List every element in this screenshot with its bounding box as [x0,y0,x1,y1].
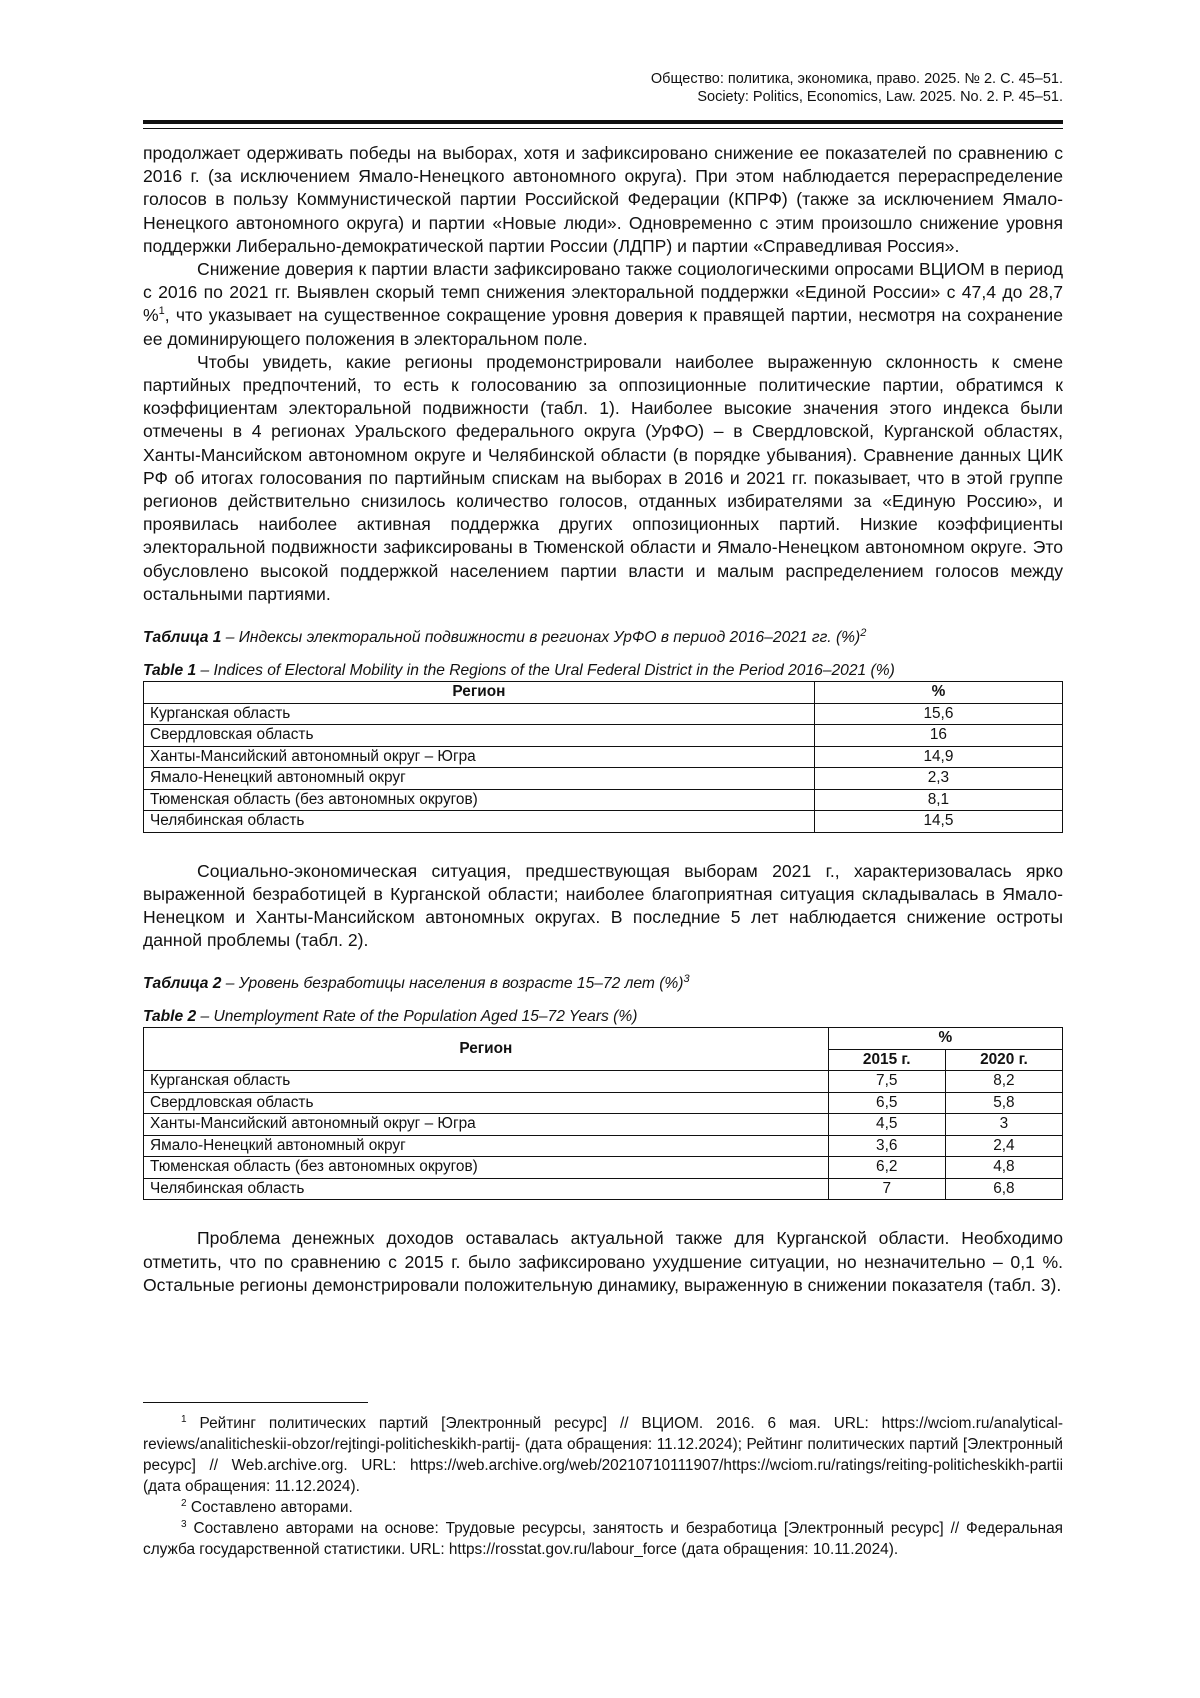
table-cell-2020: 6,8 [945,1178,1062,1200]
table1-title-ru: – Индексы электоральной подвижности в регионах УрФО в период 2016–2021 гг. (%) [221,629,861,647]
table2-col-2015: 2015 г. [828,1049,945,1071]
table1-label-en: Table 1 [143,662,197,680]
table1-col-region: Регион [144,682,815,704]
running-header [143,70,1063,106]
table2-caption-ru [143,974,1063,994]
table-cell-2015: 6,5 [828,1092,945,1114]
header-line-ru: Общество: политика, экономика, право. 2025. № 2. С. 45–51. [650,71,1063,87]
table-cell-region: Курганская область [144,703,815,725]
table-cell-region: Тюменская область (без автономных округов) [144,1157,829,1179]
table2-col-group: % [828,1028,1062,1050]
header-rule [143,120,1063,124]
table-row [144,1092,1063,1114]
paragraph-3: Чтобы увидеть, какие регионы продемонстрировали наиболее выраженную склонность к смене партийных предпочтений, то есть к голосованию за оппозиционные политические партии, обратимся к коэффициентам электоральной подвижности (табл. 1). Наиболее высокие значения этого индекса были отмечены в 4 регионах Уральского федерального округа (УрФО) – в Свердловской, Курганской областях, Ханты-Мансийском автономном округе и Челябинской области (в порядке убывания). Сравнение данных ЦИК РФ об итогах голосования по партийным спискам на выборах в 2016 и 2021 гг. показывает, что в этой группе регионов действительно снизилось количество голосов, отданных избирателями за «Единую Россию», и проявилась наиболее активная поддержка других оппозиционных партий. Низкие коэффициенты электоральной подвижности зафиксированы в Тюменской области и Ямало-Ненецком автономном округе. Это обусловлено высокой поддержкой населением партии власти и малым распределением голосов между остальными партиями. [143,351,1063,604]
table-row [144,768,1063,790]
table-cell-2020: 4,8 [945,1157,1062,1179]
table1-caption-en [143,661,1063,681]
table-row [144,1178,1063,1200]
table-cell-region: Свердловская область [144,725,815,747]
table2-title-en: – Unemployment Rate of the Population Aged 15–72 Years (%) [196,1008,638,1026]
table-row [144,703,1063,725]
table-cell-2015: 4,5 [828,1114,945,1136]
table2-col-region: Регион [144,1028,829,1071]
table-cell-region: Тюменская область (без автономных округов) [144,789,815,811]
table-cell-region: Ямало-Ненецкий автономный округ [144,1135,829,1157]
table-cell-region: Челябинская область [144,811,815,833]
table-cell-2020: 2,4 [945,1135,1062,1157]
header-line-en: Society: Politics, Economics, Law. 2025. No. 2. P. 45–51. [697,89,1063,105]
table-cell-2020: 8,2 [945,1071,1062,1093]
table2-title-ru: – Уровень безработицы населения в возрасте 15–72 лет (%) [221,975,684,993]
table-2 [143,1027,1063,1200]
table1-label-ru: Таблица 1 [143,629,222,647]
footnote-2-number: 2 [181,1497,187,1509]
paragraph-5: Проблема денежных доходов оставалась актуальной также для Курганской области. Необходимо отметить, что по сравнению с 2015 г. было зафиксировано ухудшение ситуации, но незначительно – 0,1 %. Остальные регионы демонстрировали положительную динамику, выраженную в снижении показателя (табл. 3). [143,1228,1063,1295]
footnote-1 [143,1413,1063,1497]
paragraph-1: продолжает одерживать победы на выборах, хотя и зафиксировано снижение ее показателей по сравнению с 2016 г. (за исключением Ямало-Ненецкого автономного округа). При этом наблюдается перераспределение голосов в пользу Коммунистической партии Российской Федерации (КПРФ) (также за исключением Ямало-Ненецкого автономного округа) и партии «Новые люди». Одновременно с этим произошло снижение уровня поддержки Либерально-демократической партии России (ЛДПР) и партии «Справедливая Россия». [143,143,1063,256]
footnote-3 [143,1518,1063,1560]
table-cell-value: 2,3 [814,768,1062,790]
footnotes [143,1413,1063,1560]
table-cell-2015: 6,2 [828,1157,945,1179]
footnote-separator [143,1402,368,1403]
footnote-ref-2[interactable]: 2 [860,626,867,639]
table-cell-value: 16 [814,725,1062,747]
table2-col-2020: 2020 г. [945,1049,1062,1071]
table2-header-row [144,1028,1063,1050]
paragraph-4: Социально-экономическая ситуация, предшествующая выборам 2021 г., характеризовалась ярко выраженной безработицей в Курганской области; наиболее благоприятная ситуация складывалась в Ямало-Ненецком и Ханты-Мансийском автономных округах. В последние 5 лет наблюдается снижение остроты данной проблемы (табл. 2). [143,860,1063,951]
table-cell-region: Ямало-Ненецкий автономный округ [144,768,815,790]
table-cell-value: 14,5 [814,811,1062,833]
table-cell-region: Ханты-Мансийский автономный округ – Югра [144,1114,829,1136]
table-cell-2015: 3,6 [828,1135,945,1157]
table-row [144,1114,1063,1136]
table1-col-value: % [814,682,1062,704]
table-cell-2020: 3 [945,1114,1062,1136]
table-row [144,811,1063,833]
main-text [143,142,1063,1297]
table-cell-value: 14,9 [814,746,1062,768]
paragraph-2 [143,258,1063,351]
table-1 [143,681,1063,833]
table-cell-2020: 5,8 [945,1092,1062,1114]
header-rule-thin [143,128,1063,129]
footnote-3-number: 3 [181,1518,187,1530]
table-cell-region: Ханты-Мансийский автономный округ – Югра [144,746,815,768]
table-row [144,746,1063,768]
footnote-1-number: 1 [181,1413,187,1425]
table-cell-2015: 7,5 [828,1071,945,1093]
table-row [144,725,1063,747]
table-cell-region: Курганская область [144,1071,829,1093]
table-cell-value: 15,6 [814,703,1062,725]
footnote-2-text: Составлено авторами. [190,1499,353,1516]
footnote-ref-1[interactable]: 1 [158,305,165,318]
table-cell-value: 8,1 [814,789,1062,811]
table2-caption-en [143,1007,1063,1027]
footnote-ref-3[interactable]: 3 [683,973,690,986]
paragraph-2-part-a: Снижение доверия к партии власти зафиксировано также социологическими опросами ВЦИОМ в период с 2016 по 2021 гг. Выявлен скорый темп снижения электоральной поддержки «Единой России» с 47,4 до 28,7 % [143,259,1063,326]
table-row [144,1135,1063,1157]
table-row [144,789,1063,811]
table2-label-en: Table 2 [143,1008,197,1026]
table1-title-en: – Indices of Electoral Mobility in the Regions of the Ural Federal District in the Period 2016–2021 (%) [196,662,895,680]
table-cell-region: Челябинская область [144,1178,829,1200]
footnote-3-text: Составлено авторами на основе: Трудовые ресурсы, занятость и безработица [Электронный ресурс] // Федеральная служба государственной статистики. URL: https://rosstat.gov.ru/labour_force (дата обращения: 10.11.2024). [143,1520,1063,1558]
table2-label-ru: Таблица 2 [143,975,222,993]
table-row [144,1157,1063,1179]
table-cell-2015: 7 [828,1178,945,1200]
table1-caption-ru [143,628,1063,648]
footnote-2 [143,1497,1063,1518]
paragraph-2-part-b: , что указывает на существенное сокращение уровня доверия к правящей партии, несмотря на сохранение ее доминирующего положения в электоральном поле. [143,305,1063,349]
table-row [144,1071,1063,1093]
table1-header-row [144,682,1063,704]
footnote-1-text: Рейтинг политических партий [Электронный ресурс] // ВЦИОМ. 2016. 6 мая. URL: https://wciom.ru/analytical-reviews/analiticheskii-obzor/rejtingi-politicheskikh-partij- (дата обращения: 11.12.2024); Рейтинг политических партий [Электронный ресурс] // Web.archive.org. URL: https://web.archive.org/web/20210710111907/https://wciom.ru/ratings/reiting-politicheskikh-partii (дата обращения: 11.12.2024). [143,1415,1063,1495]
table-cell-region: Свердловская область [144,1092,829,1114]
